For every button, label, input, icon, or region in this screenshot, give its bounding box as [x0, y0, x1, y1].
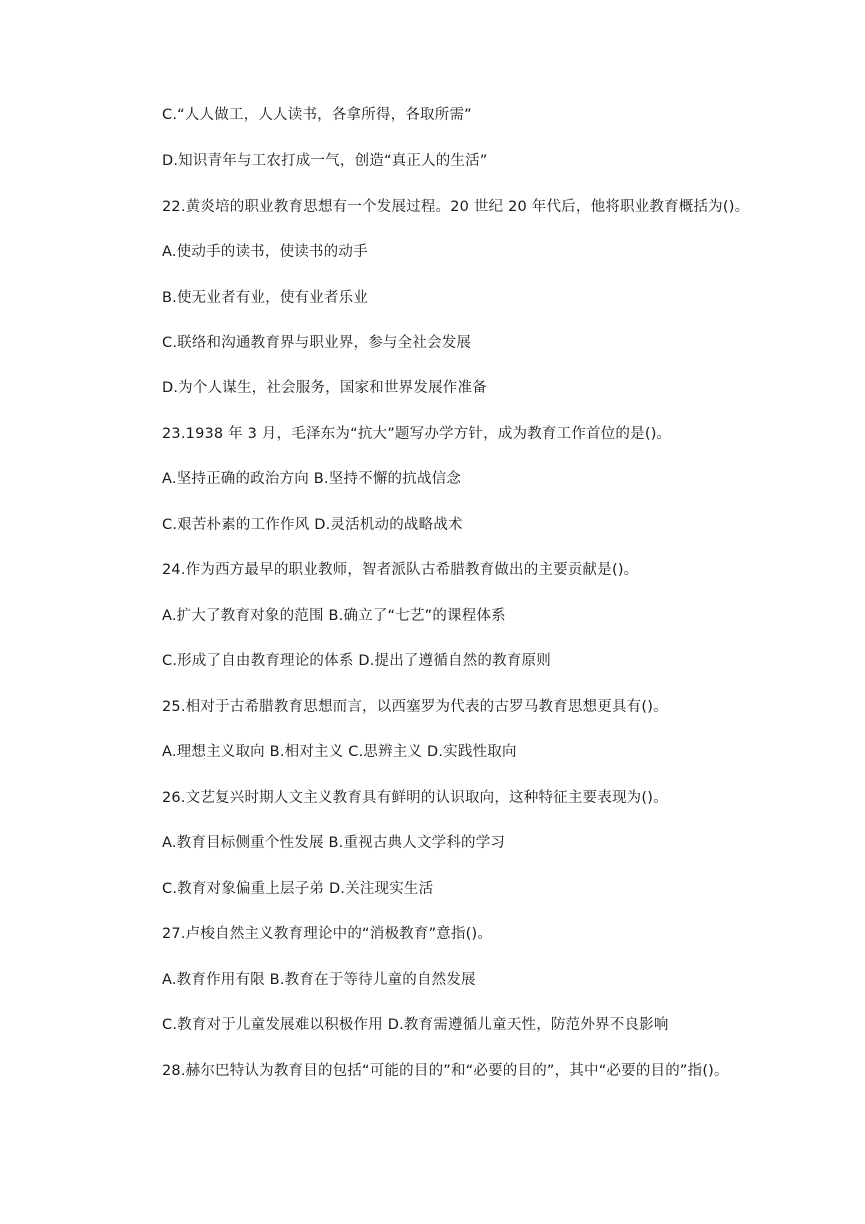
options-ab-q24: A.扩大了教育对象的范围 B.确立了“七艺”的课程体系 [162, 608, 506, 624]
option-b-q22: B.使无业者有业，使有业者乐业 [162, 290, 369, 306]
option-d-q21: D.知识青年与工农打成一气，创造“真正人的生活” [162, 153, 488, 169]
options-ab-q26: A.教育目标侧重个性发展 B.重视古典人文学科的学习 [162, 835, 506, 851]
options-ab-q27: A.教育作用有限 B.教育在于等待儿童的自然发展 [162, 972, 476, 988]
options-ab-q23: A.坚持正确的政治方向 B.坚持不懈的抗战信念 [162, 471, 462, 487]
question-24: 24.作为西方最早的职业教师，智者派队古希腊教育做出的主要贡献是()。 [162, 562, 639, 578]
options-q25: A.理想主义取向 B.相对主义 C.思辨主义 D.实践性取向 [162, 744, 517, 760]
question-23: 23.1938 年 3 月，毛泽东为“抗大”题写办学方针，成为教育工作首位的是()。 [162, 426, 672, 442]
option-c-q21: C.“人人做工，人人读书，各拿所得，各取所需” [162, 107, 472, 123]
options-cd-q23: C.艰苦朴素的工作作风 D.灵活机动的战略战术 [162, 517, 463, 533]
question-22: 22.黄炎培的职业教育思想有一个发展过程。20 世纪 20 年代后，他将职业教育概括为()。 [162, 199, 750, 215]
question-27: 27.卢梭自然主义教育理论中的“消极教育”意指()。 [162, 926, 493, 942]
question-25: 25.相对于古希腊教育思想而言，以西塞罗为代表的古罗马教育思想更具有()。 [162, 699, 668, 715]
option-a-q22: A.使动手的读书，使读书的动手 [162, 244, 368, 260]
options-cd-q26: C.教育对象偏重上层子弟 D.关注现实生活 [162, 881, 434, 897]
options-cd-q27: C.教育对于儿童发展难以积极作用 D.教育需遵循儿童天性，防范外界不良影响 [162, 1017, 669, 1033]
question-28: 28.赫尔巴特认为教育目的包括“可能的目的”和“必要的目的”，其中“必要的目的”指()。 [162, 1063, 729, 1079]
option-d-q22: D.为个人谋生，社会服务，国家和世界发展作准备 [162, 380, 487, 396]
options-cd-q24: C.形成了自由教育理论的体系 D.提出了遵循自然的教育原则 [162, 653, 551, 669]
question-26: 26.文艺复兴时期人文主义教育具有鲜明的认识取向，这种特征主要表现为()。 [162, 790, 668, 806]
option-c-q22: C.联络和沟通教育界与职业界，参与全社会发展 [162, 335, 472, 351]
